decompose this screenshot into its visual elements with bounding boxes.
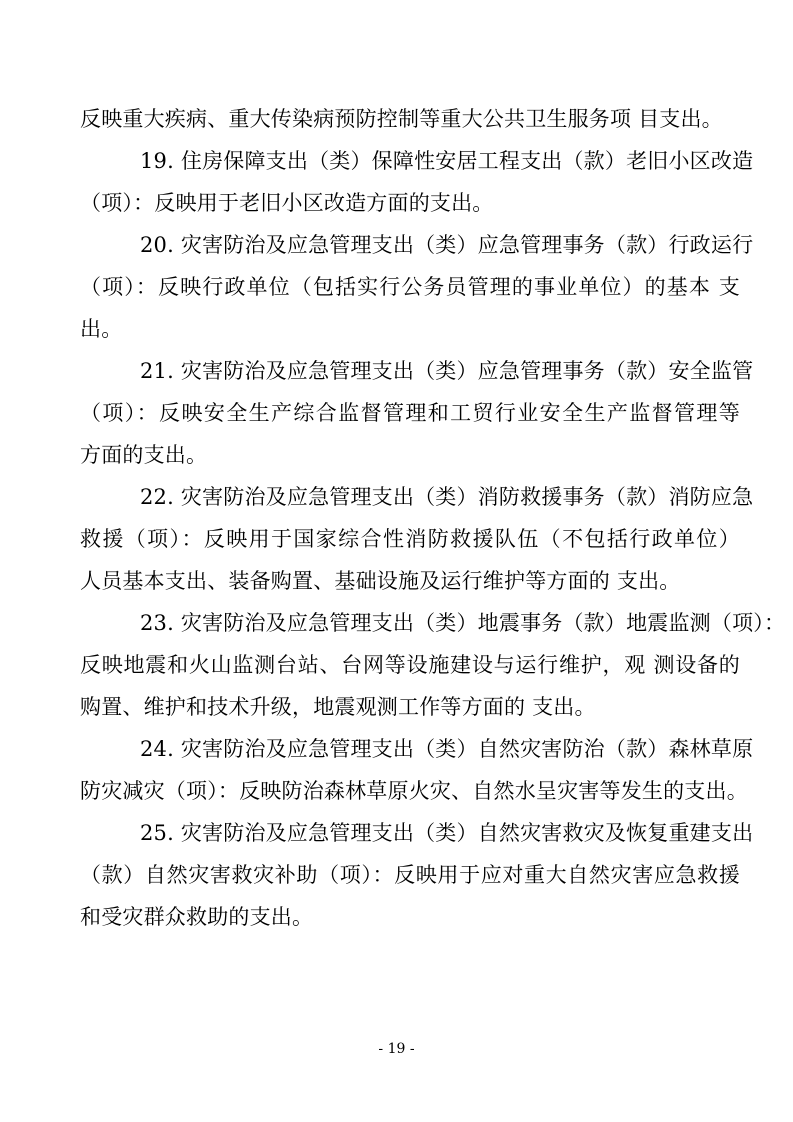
- item-25-heading-line: 25. 灾害防治及应急管理支出（类）自然灾害救灾及恢复重建支出: [140, 821, 754, 845]
- text-line: 防灾减灾（项）：反映防治森林草原火灾、自然水呈灾害等发生的支出。: [80, 779, 748, 803]
- text-line: （款）自然灾害救灾补助（项）：反映用于应对重大自然灾害应急救援: [80, 863, 740, 887]
- text-line: 购置、维护和技术升级，地震观测工作等方面的 支出。: [80, 695, 596, 719]
- item-21-heading-line: 21. 灾害防治及应急管理支出（类）应急管理事务（款）安全监管: [140, 359, 754, 383]
- text-line: 救援（项）：反映用于国家综合性消防救援队伍（不包括行政单位）: [80, 527, 740, 551]
- text-line: 方面的支出。: [80, 443, 208, 467]
- item-19-heading-line: 19. 住房保障支出（类）保障性安居工程支出（款）老旧小区改造: [140, 149, 754, 173]
- text-line: 人员基本支出、装备购置、基础设施及运行维护等方面的 支出。: [80, 569, 681, 593]
- text-line: 反映重大疾病、重大传染病预防控制等重大公共卫生服务项 目支出。: [80, 107, 723, 131]
- text-line: （项）：反映行政单位（包括实行公务员管理的事业单位）的基本 支: [80, 275, 740, 299]
- text-line: （项）：反映安全生产综合监督管理和工贸行业安全生产监督管理等: [80, 401, 740, 425]
- text-line: （项）：反映用于老旧小区改造方面的支出。: [80, 191, 494, 215]
- page-number: - 19 -: [378, 1041, 415, 1057]
- text-line: 出。: [80, 317, 123, 341]
- item-24-heading-line: 24. 灾害防治及应急管理支出（类）自然灾害防治（款）森林草原: [140, 737, 754, 761]
- item-20-heading-line: 20. 灾害防治及应急管理支出（类）应急管理事务（款）行政运行: [140, 233, 754, 257]
- text-line: 反映地震和火山监测台站、台网等设施建设与运行维护，观 测设备的: [80, 653, 740, 677]
- text-line: 和受灾群众救助的支出。: [80, 905, 314, 929]
- item-22-heading-line: 22. 灾害防治及应急管理支出（类）消防救援事务（款）消防应急: [140, 485, 754, 509]
- item-23-heading-line: 23. 灾害防治及应急管理支出（类）地震事务（款）地震监测（项）：: [140, 611, 786, 635]
